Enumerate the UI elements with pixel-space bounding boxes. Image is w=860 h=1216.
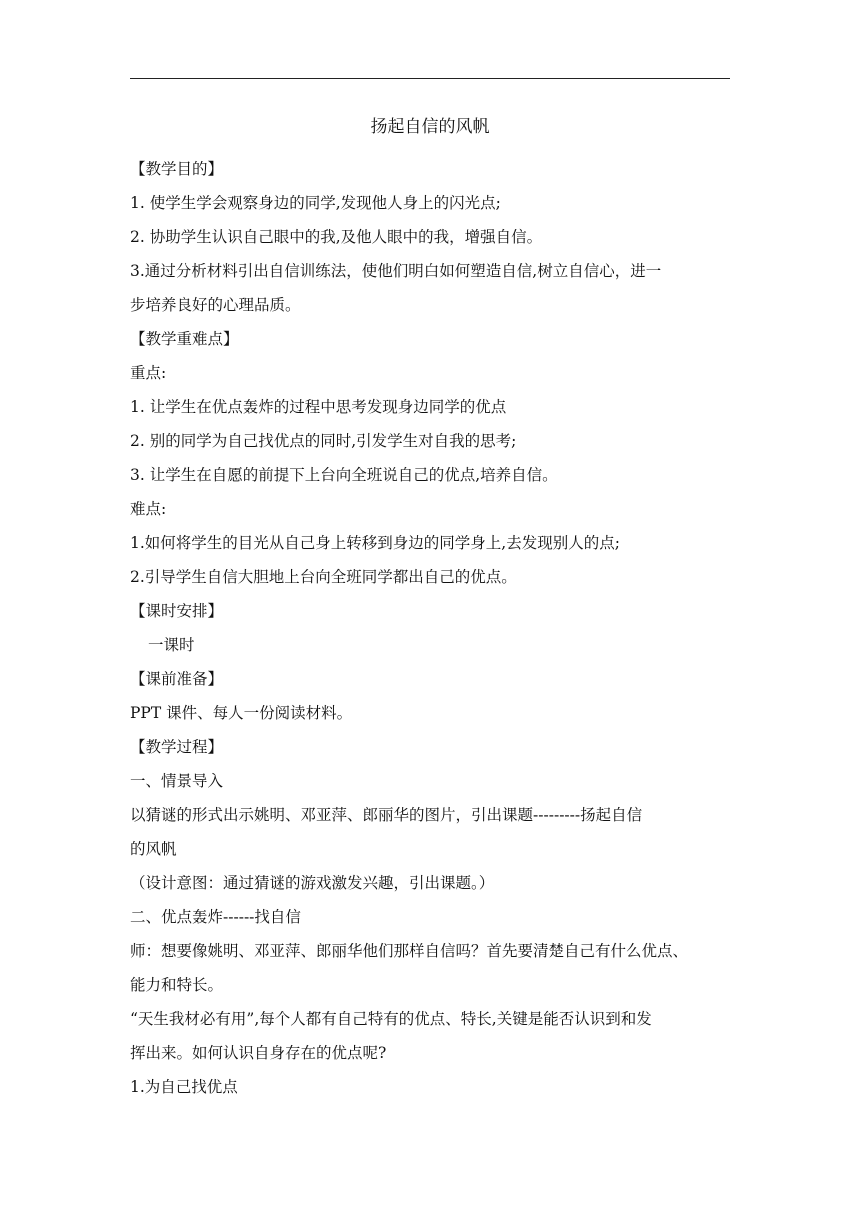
section-heading-objectives: 【教学目的】 [130, 160, 224, 178]
section-heading-preparation: 【课前准备】 [130, 670, 224, 688]
paragraph-line: 1.如何将学生的目光从自己身上转移到身边的同学身上,去发现别人的点; [130, 534, 620, 552]
paragraph-line: 步培养良好的心理品质。 [130, 296, 301, 314]
paragraph-line: 2.引导学生自信大胆地上台向全班同学都出自己的优点。 [130, 568, 517, 586]
subheading-introduction: 一、情景导入 [130, 772, 224, 790]
subheading-focus: 重点: [130, 364, 167, 382]
section-heading-key-points: 【教学重难点】 [130, 330, 239, 348]
paragraph-line: 2. 别的同学为自己找优点的同时,引发学生对自我的思考; [130, 432, 517, 450]
paragraph-line: “天生我材必有用”,每个人都有自己特有的优点、特长,关键是能否认识到和发 [130, 1010, 652, 1028]
paragraph-line: 一课时 [148, 636, 195, 654]
document-body [130, 152, 730, 1104]
paragraph-line: 的风帆 [130, 840, 177, 858]
section-heading-process: 【教学过程】 [130, 738, 224, 756]
header-rule [130, 78, 730, 79]
paragraph-line: 2. 协助学生认识自己眼中的我,及他人眼中的我，增强自信。 [130, 228, 543, 246]
document-title: 扬起自信的风帆 [370, 117, 490, 137]
paragraph-line: 3.通过分析材料引出自信训练法，使他们明白如何塑造自信,树立自信心，进一 [130, 262, 662, 280]
section-heading-schedule: 【课时安排】 [130, 602, 224, 620]
paragraph-line: 以猜谜的形式出示姚明、邓亚萍、郎丽华的图片，引出课题---------扬起自信 [130, 806, 643, 824]
paragraph-line: 挥出来。如何认识自身存在的优点呢? [130, 1044, 387, 1062]
paragraph-line: 能力和特长。 [130, 976, 224, 994]
subheading-strengths: 二、优点轰炸------找自信 [130, 908, 301, 926]
paragraph-line: 1. 使学生学会观察身边的同学,发现他人身上的闪光点; [130, 194, 501, 212]
paragraph-line: 1.为自己找优点 [130, 1078, 238, 1096]
paragraph-line: 1. 让学生在优点轰炸的过程中思考发现身边同学的优点 [130, 398, 507, 416]
subheading-difficulty: 难点: [130, 500, 167, 518]
paragraph-line: 3. 让学生在自愿的前提下上台向全班说自己的优点,培养自信。 [130, 466, 558, 484]
paragraph-line: （设计意图：通过猜谜的游戏激发兴趣，引出课题。） [130, 874, 495, 892]
paragraph-line: 师：想要像姚明、邓亚萍、郎丽华他们那样自信吗？首先要清楚自己有什么优点、 [130, 942, 689, 960]
paragraph-line: PPT 课件、每人一份阅读材料。 [130, 704, 353, 722]
